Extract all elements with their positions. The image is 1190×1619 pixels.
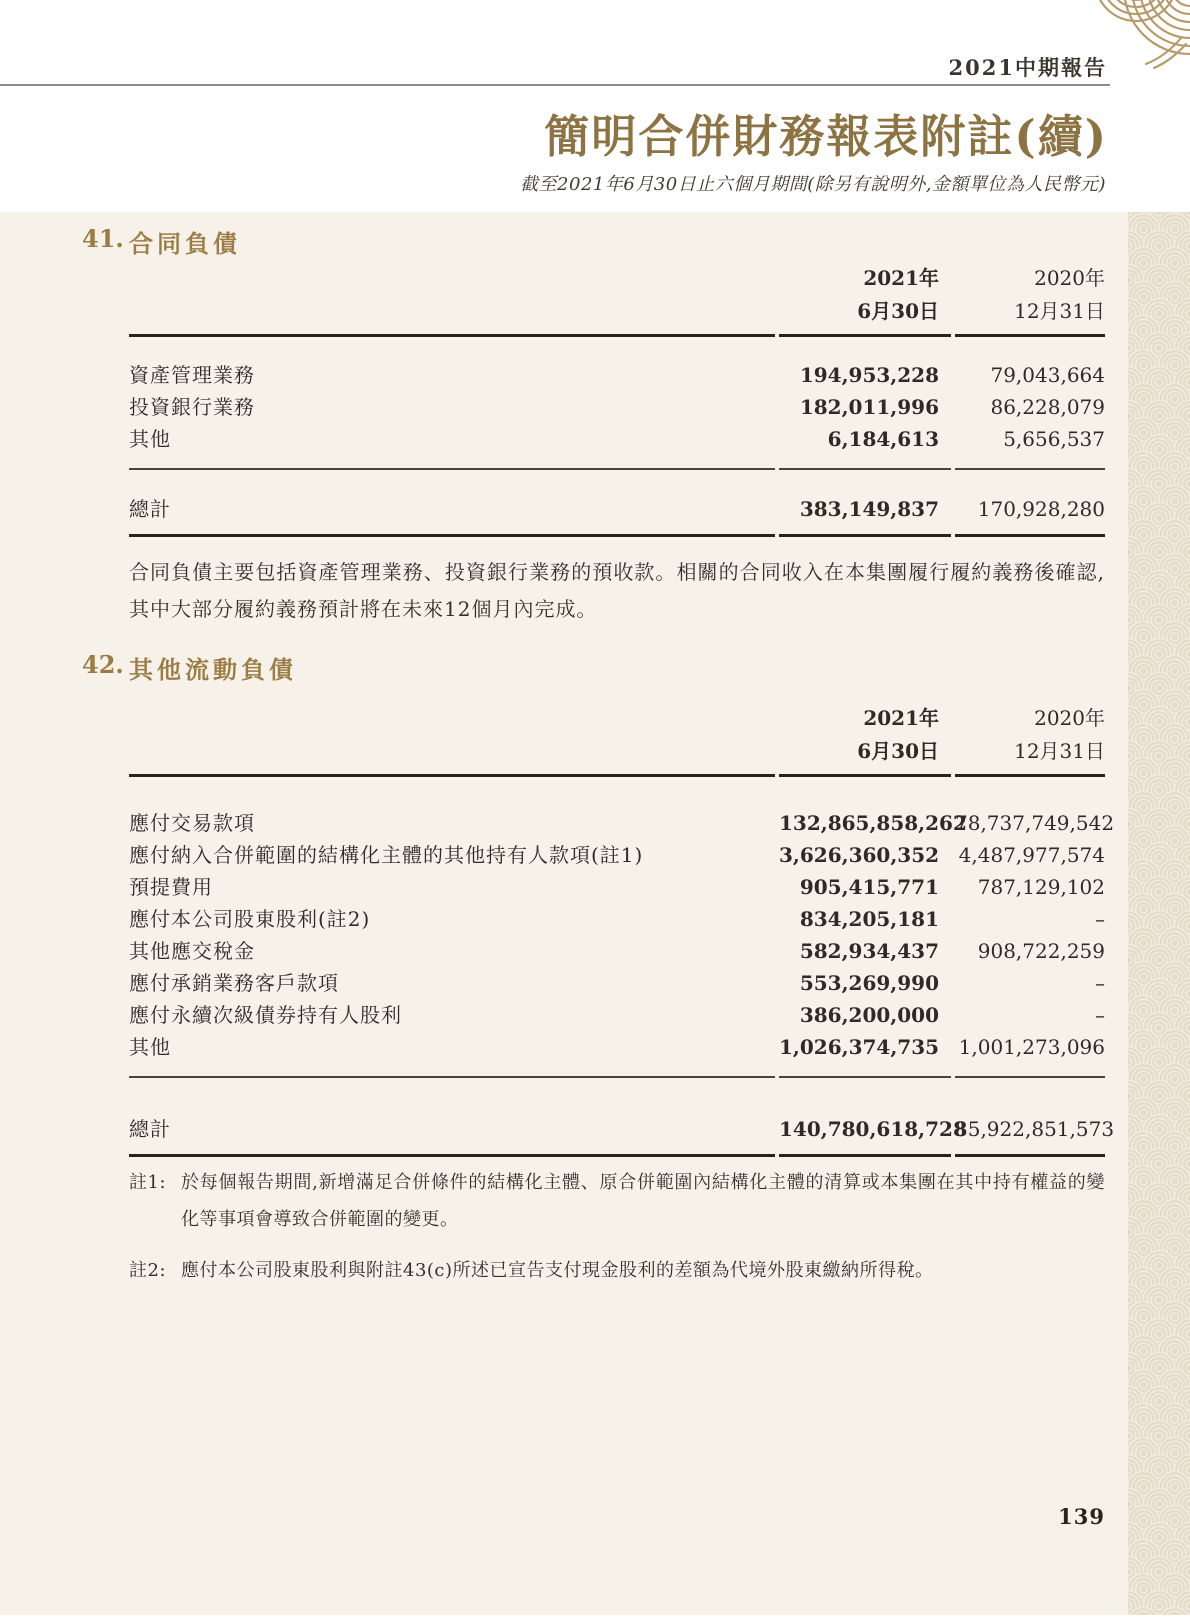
table-row	[129, 423, 1105, 455]
row-value-2020: 1,001,273,096	[955, 1031, 1105, 1063]
table-total-row	[129, 492, 1105, 526]
col-header-2021-date: 6月30日	[779, 295, 951, 328]
col-header-2021: 2021年	[779, 262, 951, 295]
col-header-2020: 2020年	[955, 262, 1105, 295]
row-label: 資產管理業務	[129, 359, 775, 391]
report-label: 2021中期報告	[949, 52, 1107, 82]
table-separator-rule	[129, 1063, 1105, 1078]
total-value-2020: 85,922,851,573	[955, 1112, 1105, 1146]
page-number: 139	[1058, 1504, 1105, 1529]
row-value-2020: 787,129,102	[955, 871, 1105, 903]
table-row	[129, 903, 1105, 935]
contract-liabilities-table	[129, 262, 1105, 537]
row-label: 應付承銷業務客戶款項	[129, 967, 775, 999]
row-label: 應付永續次級債券持有人股利	[129, 999, 775, 1031]
section-42-heading	[82, 650, 297, 685]
row-value-2020: 908,722,259	[955, 935, 1105, 967]
row-label: 預提費用	[129, 871, 775, 903]
row-label: 投資銀行業務	[129, 391, 775, 423]
table-bottom-rule	[129, 526, 1105, 537]
table-total-row	[129, 1112, 1105, 1146]
row-value-2021: 132,865,858,262	[779, 807, 951, 839]
row-label: 其他應交稅金	[129, 935, 775, 967]
table-row	[129, 391, 1105, 423]
table-row	[129, 871, 1105, 903]
table-row	[129, 807, 1105, 839]
col-header-2021: 2021年	[779, 702, 951, 735]
table-row	[129, 839, 1105, 871]
row-label: 其他	[129, 423, 775, 455]
row-value-2020: –	[955, 967, 1105, 999]
row-label: 其他	[129, 1031, 775, 1063]
total-value-2020: 170,928,280	[955, 492, 1105, 526]
row-value-2021: 905,415,771	[779, 871, 951, 903]
row-value-2020: 5,656,537	[955, 423, 1105, 455]
table-row	[129, 359, 1105, 391]
row-value-2021: 834,205,181	[779, 903, 951, 935]
col-header-2020: 2020年	[955, 702, 1105, 735]
row-value-2021: 6,184,613	[779, 423, 951, 455]
total-label: 總計	[129, 492, 775, 526]
page-title: 簡明合併財務報表附註(續)	[544, 100, 1108, 165]
row-value-2021: 194,953,228	[779, 359, 951, 391]
row-value-2021: 3,626,360,352	[779, 839, 951, 871]
wave-pattern-strip	[1128, 212, 1190, 1615]
row-value-2020: 4,487,977,574	[955, 839, 1105, 871]
table-header-rule	[129, 768, 1105, 777]
row-value-2020: 78,737,749,542	[955, 807, 1105, 839]
footnote-2-text: 應付本公司股東股利與附註43(c)所述已宣告支付現金股利的差額為代境外股東繳納所得稅。	[181, 1252, 1105, 1289]
row-label: 應付本公司股東股利(註2)	[129, 903, 775, 935]
row-value-2020: 79,043,664	[955, 359, 1105, 391]
footnote-1	[129, 1164, 1105, 1238]
row-value-2020: –	[955, 999, 1105, 1031]
col-header-2020-date: 12月31日	[955, 295, 1105, 328]
row-label: 應付交易款項	[129, 807, 775, 839]
row-value-2021: 182,011,996	[779, 391, 951, 423]
other-current-liabilities-table	[129, 702, 1105, 1157]
table-bottom-rule	[129, 1146, 1105, 1157]
footnote-1-label: 註1:	[129, 1164, 181, 1238]
seigaiha-pattern-icon	[1128, 212, 1190, 1615]
section-41-heading	[82, 224, 241, 259]
total-value-2021: 383,149,837	[779, 492, 951, 526]
table-row	[129, 967, 1105, 999]
total-value-2021: 140,780,618,728	[779, 1112, 951, 1146]
section-41-title: 合同負債	[129, 224, 241, 259]
col-header-2021-date: 6月30日	[779, 735, 951, 768]
row-value-2021: 553,269,990	[779, 967, 951, 999]
table-row	[129, 999, 1105, 1031]
section-42-title: 其他流動負債	[129, 650, 297, 685]
section-42-number: 42.	[82, 650, 129, 685]
row-value-2021: 1,026,374,735	[779, 1031, 951, 1063]
footnote-1-text: 於每個報告期間,新增滿足合併條件的結構化主體、原合併範圍內結構化主體的清算或本集團在其中持有權益的變化等事項會導致合併範圍的變更。	[181, 1164, 1105, 1238]
page-subtitle: 截至2021年6月30日止六個月期間(除另有說明外,金額單位為人民幣元)	[520, 170, 1106, 196]
footnote-2-label: 註2:	[129, 1252, 181, 1289]
contract-liabilities-paragraph: 合同負債主要包括資產管理業務、投資銀行業務的預收款。相關的合同收入在本集團履行履約義務後確認,其中大部分履約義務預計將在未來12個月內完成。	[129, 554, 1105, 628]
table-header-rule	[129, 328, 1105, 337]
row-value-2020: 86,228,079	[955, 391, 1105, 423]
row-value-2021: 386,200,000	[779, 999, 951, 1031]
page-header	[0, 0, 1190, 212]
total-label: 總計	[129, 1112, 775, 1146]
row-label: 應付納入合併範圍的結構化主體的其他持有人款項(註1)	[129, 839, 775, 871]
header-rule	[0, 84, 1110, 86]
page-body	[0, 212, 1190, 1615]
col-header-2020-date: 12月31日	[955, 735, 1105, 768]
footnote-2	[129, 1252, 1105, 1289]
row-value-2021: 582,934,437	[779, 935, 951, 967]
table-row	[129, 1031, 1105, 1063]
section-41-number: 41.	[82, 224, 129, 259]
table-separator-rule	[129, 455, 1105, 470]
table-row	[129, 935, 1105, 967]
row-value-2020: –	[955, 903, 1105, 935]
content-area	[0, 212, 1128, 1615]
